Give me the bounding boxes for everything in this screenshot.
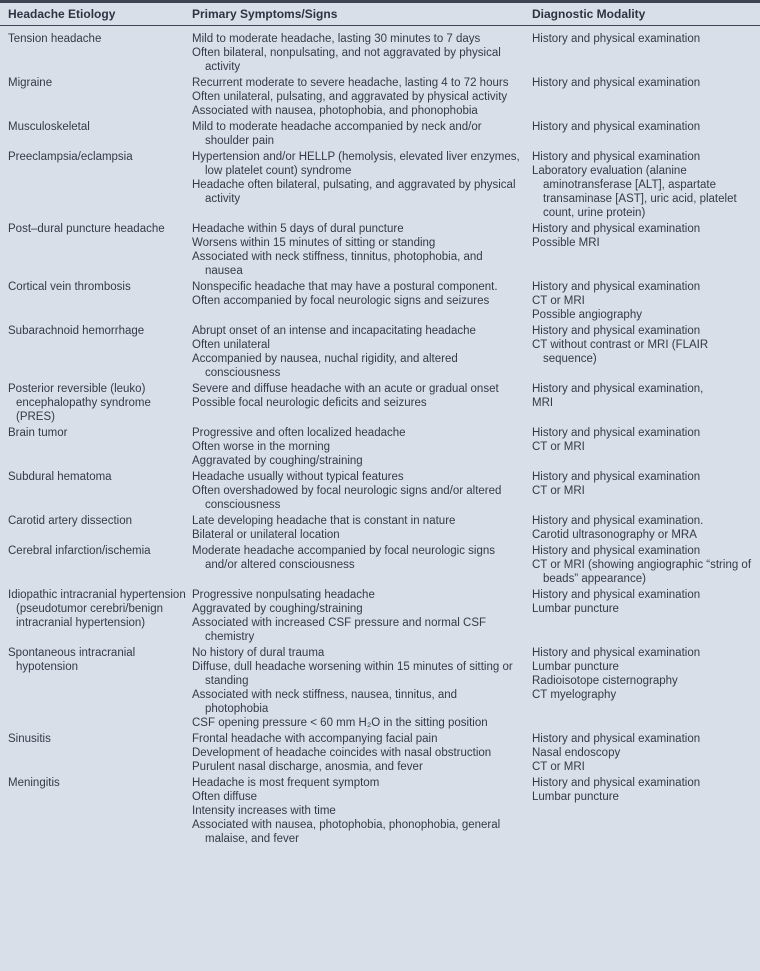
symptom-item: Often unilateral [192, 339, 270, 351]
table-row [0, 222, 760, 280]
table-row [0, 120, 760, 150]
symptom-item: No history of dural trauma [192, 647, 325, 659]
diagnostics-cell [532, 120, 760, 148]
diagnostic-item: History and physical examination, [532, 383, 704, 395]
diagnostic-item: History and physical examination. [532, 515, 704, 527]
etiology-cell: Cerebral infarction/ischemia [8, 545, 151, 557]
etiology-cell: Meningitis [8, 777, 60, 789]
symptom-item: Headache usually without typical features [192, 471, 404, 483]
diagnostic-item: Carotid ultrasonography or MRA [532, 529, 697, 541]
diagnostics-cell [532, 776, 760, 846]
symptoms-cell [192, 426, 532, 468]
diagnostics-cell [532, 732, 760, 774]
table-row [0, 544, 760, 588]
etiology-cell: Cortical vein thrombosis [8, 281, 131, 293]
etiology-cell: Sinusitis [8, 733, 51, 745]
symptom-item: Associated with nausea, photophobia, and phonophobia [192, 105, 478, 117]
symptom-item: Aggravated by coughing/straining [192, 603, 363, 615]
symptom-item: Often overshadowed by focal neurologic signs and/or altered consciousness [192, 485, 502, 511]
diagnostic-item: History and physical examination [532, 589, 701, 601]
symptoms-cell [192, 646, 532, 730]
etiology-cell: Brain tumor [8, 427, 68, 439]
table-row [0, 280, 760, 324]
table-row [0, 32, 760, 76]
symptom-item: Headache within 5 days of dural puncture [192, 223, 404, 235]
diagnostic-item: History and physical examination [532, 733, 701, 745]
symptoms-cell [192, 32, 532, 74]
symptom-item: Intensity increases with time [192, 805, 336, 817]
diagnostics-cell [532, 280, 760, 322]
diagnostic-item: History and physical examination [532, 545, 701, 557]
column-header-etiology: Headache Etiology [8, 7, 116, 21]
symptoms-cell [192, 120, 532, 148]
table-row [0, 776, 760, 848]
diagnostic-item: Possible angiography [532, 309, 642, 321]
etiology-cell: Spontaneous intracranial hypotension [8, 647, 136, 673]
symptom-item: Severe and diffuse headache with an acute or gradual onset [192, 383, 499, 395]
table-row [0, 324, 760, 382]
table-row [0, 150, 760, 222]
symptom-item: Associated with nausea, photophobia, phonophobia, general malaise, and fever [192, 819, 501, 845]
diagnostic-item: CT or MRI [532, 295, 585, 307]
symptom-item: Mild to moderate headache, lasting 30 minutes to 7 days [192, 33, 481, 45]
symptom-item: Associated with neck stiffness, tinnitus, photophobia, and nausea [192, 251, 483, 277]
column-header-diagnostic: Diagnostic Modality [532, 7, 646, 21]
diagnostic-item: History and physical examination [532, 777, 701, 789]
diagnostics-cell [532, 646, 760, 730]
diagnostic-item: History and physical examination [532, 281, 701, 293]
etiology-cell: Subarachnoid hemorrhage [8, 325, 145, 337]
symptom-item: Mild to moderate headache accompanied by neck and/or shoulder pain [192, 121, 482, 147]
symptom-item: Often accompanied by focal neurologic signs and seizures [192, 295, 490, 307]
symptom-item: Nonspecific headache that may have a postural component. [192, 281, 498, 293]
symptoms-cell [192, 324, 532, 380]
etiology-cell: Musculoskeletal [8, 121, 90, 133]
etiology-cell: Posterior reversible (leuko) encephalopathy syndrome (PRES) [8, 383, 151, 423]
diagnostic-item: CT or MRI [532, 485, 585, 497]
symptom-item: Headache is most frequent symptom [192, 777, 380, 789]
diagnostics-cell [532, 32, 760, 74]
diagnostic-item: History and physical examination [532, 121, 701, 133]
etiology-cell: Tension headache [8, 33, 102, 45]
diagnostics-cell [532, 544, 760, 586]
table-row [0, 646, 760, 732]
diagnostic-item: CT myelography [532, 689, 617, 701]
symptom-item: Often bilateral, nonpulsating, and not aggravated by physical activity [192, 47, 501, 73]
diagnostic-item: History and physical examination [532, 325, 701, 337]
symptom-item: Recurrent moderate to severe headache, lasting 4 to 72 hours [192, 77, 509, 89]
diagnostic-item: CT without contrast or MRI (FLAIR sequence) [532, 339, 709, 365]
symptoms-cell [192, 588, 532, 644]
diagnostic-item: Lumbar puncture [532, 603, 619, 615]
table-row [0, 382, 760, 426]
table-body [0, 32, 760, 848]
etiology-cell: Preeclampsia/eclampsia [8, 151, 133, 163]
table-row [0, 470, 760, 514]
etiology-cell: Carotid artery dissection [8, 515, 132, 527]
symptoms-cell [192, 76, 532, 118]
table-row [0, 426, 760, 470]
diagnostic-item: History and physical examination [532, 33, 701, 45]
diagnostic-item: Lumbar puncture [532, 791, 619, 803]
symptoms-cell [192, 776, 532, 846]
diagnostic-item: Lumbar puncture [532, 661, 619, 673]
table-row [0, 514, 760, 544]
column-header-symptoms: Primary Symptoms/Signs [192, 7, 338, 21]
etiology-cell: Post–dural puncture headache [8, 223, 165, 235]
symptom-item: Often unilateral, pulsating, and aggravated by physical activity [192, 91, 508, 103]
diagnostics-cell [532, 324, 760, 380]
diagnostics-cell [532, 76, 760, 118]
diagnostic-item: History and physical examination [532, 471, 701, 483]
etiology-cell: Migraine [8, 77, 53, 89]
symptom-item: Development of headache coincides with nasal obstruction [192, 747, 492, 759]
symptom-item: Purulent nasal discharge, anosmia, and fever [192, 761, 423, 773]
diagnostic-item: CT or MRI (showing angiographic “string of beads” appearance) [532, 559, 752, 585]
symptom-item: Diffuse, dull headache worsening within 15 minutes of sitting or standing [192, 661, 513, 687]
symptom-item: Moderate headache accompanied by focal neurologic signs and/or altered consciousness [192, 545, 496, 571]
symptom-item: Associated with neck stiffness, nausea, tinnitus, and photophobia [192, 689, 458, 715]
diagnostic-item: MRI [532, 397, 554, 409]
symptom-item: Aggravated by coughing/straining [192, 455, 363, 467]
symptoms-cell [192, 382, 532, 424]
etiology-cell: Subdural hematoma [8, 471, 112, 483]
symptom-item: Hypertension and/or HELLP (hemolysis, elevated liver enzymes, low platelet count) syndrome [192, 151, 520, 177]
diagnostic-item: History and physical examination [532, 77, 701, 89]
symptom-item: Possible focal neurologic deficits and seizures [192, 397, 427, 409]
diagnostic-item: CT or MRI [532, 441, 585, 453]
symptoms-cell [192, 732, 532, 774]
symptoms-cell [192, 514, 532, 542]
diagnostic-item: Possible MRI [532, 237, 600, 249]
symptoms-cell [192, 544, 532, 586]
diagnostics-cell [532, 150, 760, 220]
symptom-item: Worsens within 15 minutes of sitting or standing [192, 237, 436, 249]
table-row [0, 588, 760, 646]
symptom-item: Progressive nonpulsating headache [192, 589, 375, 601]
symptom-item: Associated with increased CSF pressure and normal CSF chemistry [192, 617, 487, 643]
symptom-item: Progressive and often localized headache [192, 427, 406, 439]
symptom-item: Bilateral or unilateral location [192, 529, 340, 541]
diagnostics-cell [532, 382, 760, 424]
table-header-row [0, 0, 760, 26]
symptom-item: Abrupt onset of an intense and incapacitating headache [192, 325, 476, 337]
diagnostics-cell [532, 470, 760, 512]
diagnostic-item: CT or MRI [532, 761, 585, 773]
symptoms-cell [192, 150, 532, 220]
symptoms-cell [192, 470, 532, 512]
table-row [0, 76, 760, 120]
diagnostics-cell [532, 222, 760, 278]
symptom-item: Late developing headache that is constant in nature [192, 515, 456, 527]
diagnostic-item: History and physical examination [532, 647, 701, 659]
etiology-cell: Idiopathic intracranial hypertension (pseudotumor cerebri/benign intracranial hypertension) [8, 589, 186, 629]
diagnostics-cell [532, 426, 760, 468]
table-row [0, 732, 760, 776]
diagnostic-item: History and physical examination [532, 427, 701, 439]
symptom-item: Often worse in the morning [192, 441, 331, 453]
diagnostic-item: History and physical examination [532, 151, 701, 163]
diagnostic-item: History and physical examination [532, 223, 701, 235]
diagnostic-item: Laboratory evaluation (alanine aminotransferase [ALT], aspartate transaminase [AST], uric acid, platelet count, urine protein) [532, 165, 737, 219]
symptom-item: CSF opening pressure < 60 mm H₂O in the sitting position [192, 717, 488, 729]
diagnostic-item: Nasal endoscopy [532, 747, 621, 759]
diagnostics-cell [532, 588, 760, 644]
symptom-item: Headache often bilateral, pulsating, and aggravated by physical activity [192, 179, 516, 205]
symptom-item: Accompanied by nausea, nuchal rigidity, and altered consciousness [192, 353, 458, 379]
symptoms-cell [192, 222, 532, 278]
symptom-item: Frontal headache with accompanying facial pain [192, 733, 438, 745]
diagnostics-cell [532, 514, 760, 542]
symptom-item: Often diffuse [192, 791, 257, 803]
symptoms-cell [192, 280, 532, 322]
diagnostic-item: Radioisotope cisternography [532, 675, 678, 687]
